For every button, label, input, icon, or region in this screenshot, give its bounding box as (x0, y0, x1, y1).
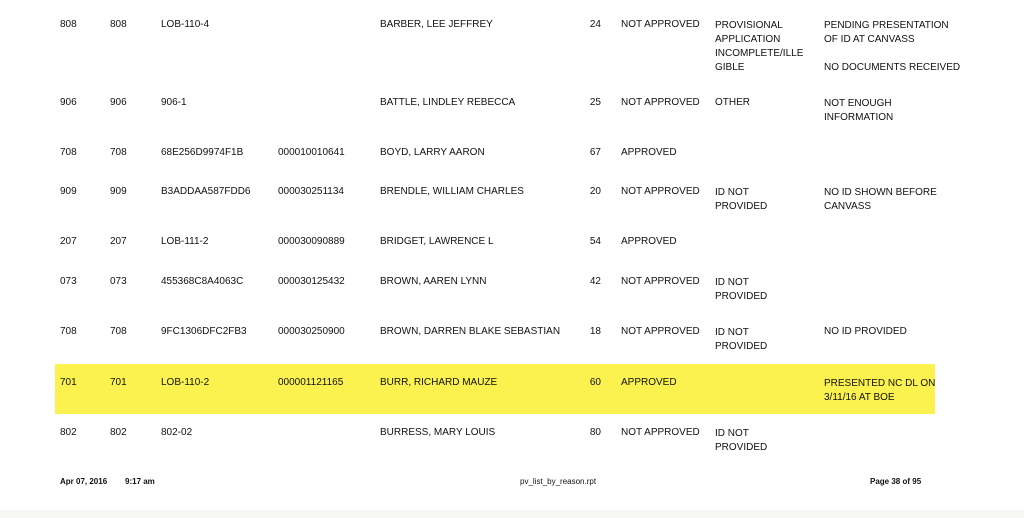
table-row (55, 185, 935, 215)
precinct-cell: 808 (60, 19, 77, 30)
age-cell: 60 (589, 377, 601, 388)
precinct-cell: 808 (110, 19, 127, 30)
note-cell: PRESENTED NC DL ON 3/11/16 AT BOE (824, 378, 936, 403)
id-cell: LOB-110-4 (161, 19, 210, 30)
reason-cell: ID NOT PROVIDED (715, 327, 768, 352)
number-cell: 000001121165 (278, 377, 344, 388)
voter-name-cell: BROWN, AAREN LYNN (380, 276, 487, 287)
report-date: Apr 07, 2016 (60, 477, 108, 486)
precinct-cell: 906 (110, 97, 127, 108)
id-cell: 802-02 (161, 427, 193, 438)
id-cell: LOB-111-2 (161, 236, 209, 247)
precinct-cell: 909 (60, 186, 77, 197)
id-cell: B3ADDAA587FDD6 (161, 186, 251, 197)
id-cell: LOB-110-2 (161, 377, 210, 388)
page-bottom-edge (0, 510, 1024, 518)
status-cell: NOT APPROVED (621, 97, 700, 108)
age-cell: 24 (589, 19, 601, 30)
voter-name-cell: BOYD, LARRY AARON (380, 147, 485, 158)
table-row (55, 96, 935, 126)
note-cell: PENDING PRESENTATION OF ID AT CANVASS NO DOCUMENTS RECEIVED (824, 20, 961, 73)
id-cell: 68E256D9974F1B (161, 147, 244, 158)
number-cell: 000030125432 (278, 276, 345, 287)
table-row (55, 426, 935, 456)
precinct-cell: 906 (60, 97, 77, 108)
table-row (55, 275, 935, 305)
precinct-cell: 207 (60, 236, 77, 247)
status-cell: NOT APPROVED (621, 19, 700, 30)
status-cell: NOT APPROVED (621, 427, 700, 438)
reason-cell: PROVISIONAL APPLICATION INCOMPLETE/ILLE GIBLE (715, 20, 804, 73)
reason-cell: ID NOT PROVIDED (715, 277, 768, 302)
age-cell: 18 (589, 326, 601, 337)
age-cell: 42 (589, 276, 601, 287)
status-cell: APPROVED (621, 377, 677, 388)
voter-name-cell: BURRESS, MARY LOUIS (380, 427, 496, 438)
age-cell: 20 (589, 186, 601, 197)
age-cell: 25 (589, 97, 601, 108)
voter-name-cell: BATTLE, LINDLEY REBECCA (380, 97, 516, 108)
voter-name-cell: BRIDGET, LAWRENCE L (380, 236, 494, 247)
table-row (55, 18, 961, 78)
precinct-cell: 708 (60, 326, 77, 337)
reason-cell: ID NOT PROVIDED (715, 428, 768, 453)
reason-cell: OTHER (715, 97, 750, 108)
status-cell: NOT APPROVED (621, 276, 700, 287)
id-cell: 9FC1306DFC2FB3 (161, 326, 247, 337)
voter-name-cell: BRENDLE, WILLIAM CHARLES (380, 186, 524, 197)
precinct-cell: 701 (60, 377, 77, 388)
status-cell: NOT APPROVED (621, 186, 700, 197)
precinct-cell: 708 (110, 147, 127, 158)
note-cell: NOT ENOUGH INFORMATION (824, 98, 894, 123)
age-cell: 80 (589, 427, 601, 438)
voter-name-cell: BURR, RICHARD MAUZE (380, 377, 498, 388)
number-cell: 000030090889 (278, 236, 345, 247)
precinct-cell: 708 (60, 147, 77, 158)
table-row (55, 146, 935, 162)
report-time: 9:17 am (125, 477, 155, 486)
precinct-cell: 909 (110, 186, 127, 197)
note-cell: NO ID SHOWN BEFORE CANVASS (824, 187, 937, 212)
id-cell: 455368C8A4063C (161, 276, 244, 287)
age-cell: 67 (589, 147, 601, 158)
note-cell: NO ID PROVIDED (824, 326, 907, 337)
precinct-cell: 802 (110, 427, 127, 438)
table-row-highlighted (55, 364, 935, 414)
status-cell: APPROVED (621, 236, 677, 247)
reason-cell: ID NOT PROVIDED (715, 187, 768, 212)
status-cell: APPROVED (621, 147, 677, 158)
page-number: Page 38 of 95 (870, 477, 922, 486)
precinct-cell: 073 (60, 276, 77, 287)
age-cell: 54 (589, 236, 601, 247)
number-cell: 000030250900 (278, 326, 345, 337)
voter-name-cell: BARBER, LEE JEFFREY (380, 19, 493, 30)
precinct-cell: 701 (110, 377, 127, 388)
precinct-cell: 802 (60, 427, 77, 438)
number-cell: 000030251134 (278, 186, 344, 197)
status-cell: NOT APPROVED (621, 326, 700, 337)
report-filename: pv_list_by_reason.rpt (520, 477, 597, 486)
voter-name-cell: BROWN, DARREN BLAKE SEBASTIAN (380, 326, 561, 337)
number-cell: 000010010641 (278, 147, 345, 158)
precinct-cell: 708 (110, 326, 127, 337)
id-cell: 906-1 (161, 97, 187, 108)
table-row (55, 235, 935, 251)
precinct-cell: 207 (110, 236, 127, 247)
precinct-cell: 073 (110, 276, 127, 287)
table-row (55, 325, 935, 355)
